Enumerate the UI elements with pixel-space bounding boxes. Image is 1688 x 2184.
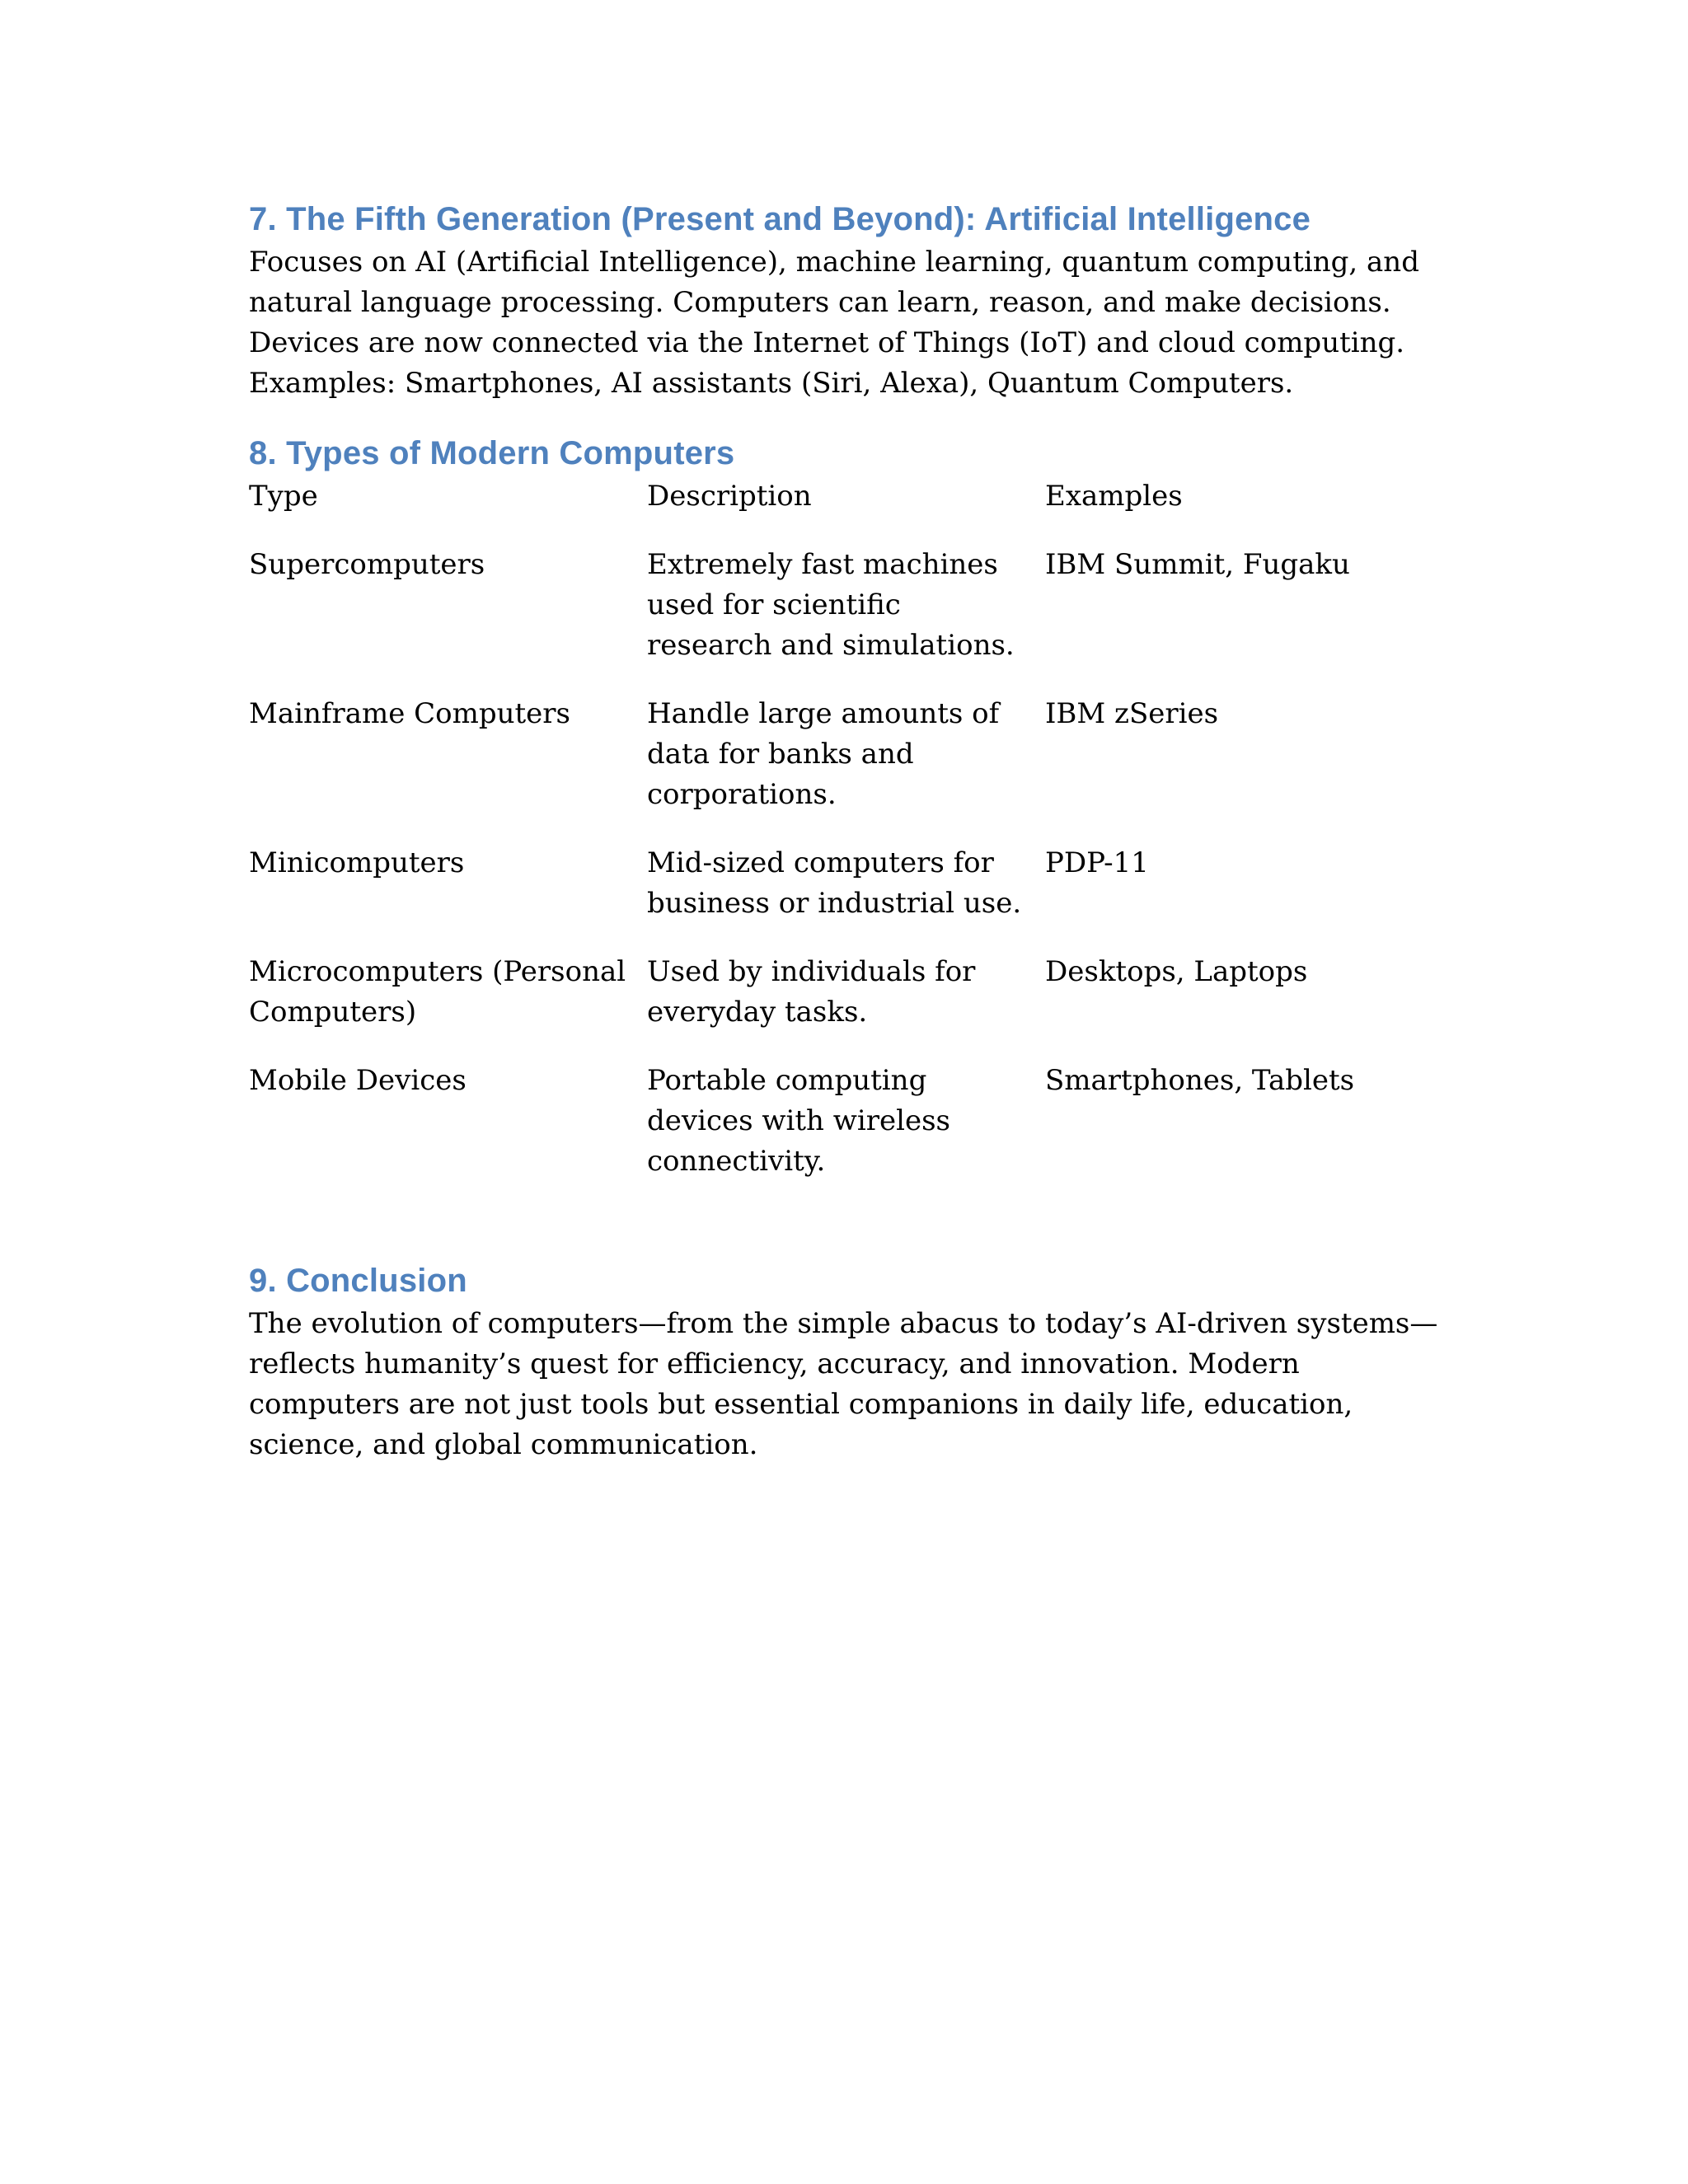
table-row [249,545,1452,694]
column-header-examples: Examples [1045,480,1183,513]
cell-type: Minicomputers [249,846,465,879]
column-header-type: Type [249,480,318,513]
table-row [249,1061,1452,1210]
cell-description: Handle large amounts of data for banks and corporations. [647,697,1000,811]
section-fifth-generation [249,196,1452,404]
section-types [249,430,1452,1210]
fifth-generation-examples: Examples: Smartphones, AI assistants (Siri, Alexa), Quantum Computers. [249,367,1294,400]
table-row [249,843,1452,952]
cell-description: Used by individuals for everyday tasks. [647,955,976,1029]
section-heading-fifth-generation: 7. The Fifth Generation (Present and Beyond): Artificial Intelligence [249,201,1311,237]
cell-type: Supercomputers [249,548,485,581]
cell-type: Mobile Devices [249,1064,467,1097]
table-row [249,952,1452,1061]
column-header-description: Description [647,480,812,513]
cell-type: Microcomputers (Personal Computers) [249,955,626,1029]
section-heading-types: 8. Types of Modern Computers [249,435,735,471]
cell-type: Mainframe Computers [249,697,571,730]
cell-examples: Smartphones, Tablets [1045,1064,1355,1097]
types-table [249,476,1452,1210]
section-heading-conclusion: 9. Conclusion [249,1263,467,1299]
cell-description: Portable computing devices with wireless connectivity. [647,1064,950,1178]
cell-examples: Desktops, Laptops [1045,955,1308,988]
table-header-row [249,476,1452,545]
table-row [249,694,1452,843]
cell-description: Mid-sized computers for business or industrial use. [647,846,1022,920]
conclusion-body: The evolution of computers—from the simple abacus to today’s AI-driven systems—reflects humanity’s quest for efficiency, accuracy, and innovation. Modern computers are not just tools but essential companions in daily life, education, science, and global communication. [249,1307,1438,1461]
fifth-generation-body: Focuses on AI (Artificial Intelligence), machine learning, quantum computing, and natural language processing. Computers can learn, reason, and make decisions. Devices are now connected via the Internet of Things (IoT) and cloud computing. [249,246,1419,359]
cell-examples: IBM Summit, Fugaku [1045,548,1350,581]
section-conclusion [249,1258,1452,1465]
cell-examples: IBM zSeries [1045,697,1219,730]
page-content [249,196,1452,1465]
cell-examples: PDP-11 [1045,846,1149,879]
cell-description: Extremely fast machines used for scientific research and simulations. [647,548,1015,662]
